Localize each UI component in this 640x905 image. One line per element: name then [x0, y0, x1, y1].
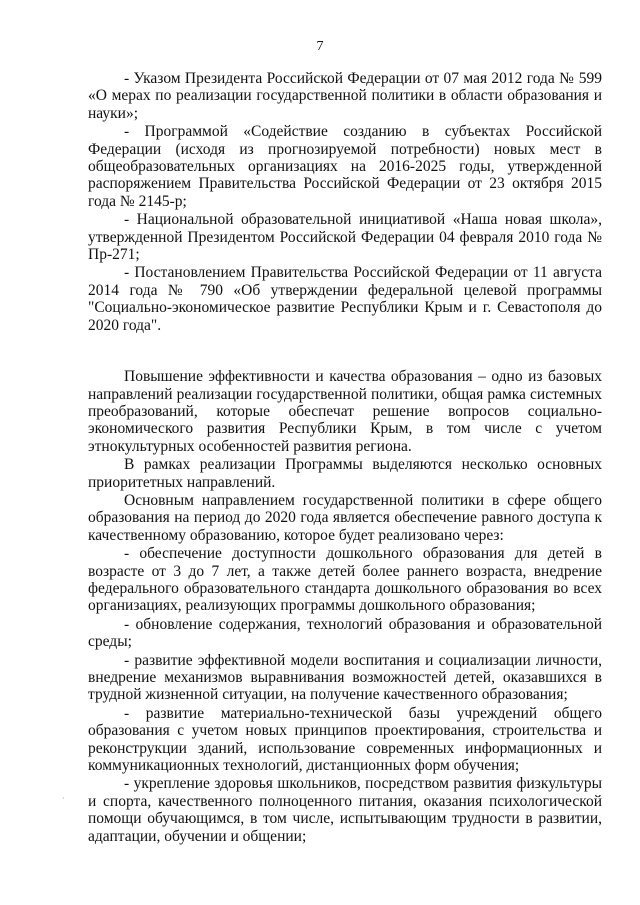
body-paragraph-efficiency: Повышение эффективности и качества образования – одно из базовых направлений реализации государственной политики, общая рамка системных преобразований, которые обеспечат решение вопросов социально-экономического развития Республики Крым, в том числе с учетом этнокультурных особенностей развития региона.: [88, 368, 602, 455]
document-body: [88, 70, 602, 846]
body-paragraph-priorities: В рамках реализации Программы выделяются несколько основных приоритетных направлений.: [88, 456, 602, 491]
direction-item-content-update: - обновление содержания, технологий образования и образовательной среды;: [88, 615, 602, 651]
legal-basis-item-presidential-decree: - Указом Президента Российской Федерации от 07 мая 2012 года № 599 «О мерах по реализации государственной политики в области образования и науки»;: [88, 70, 602, 122]
legal-basis-item-government-resolution: - Постановлением Правительства Российской Федерации от 11 августа 2014 года № 790 «Об утверждении федеральной целевой программы "Социально-экономическое развитие Республики Крым и г. Севастополя до 2020 года".: [88, 264, 602, 334]
legal-basis-item-national-initiative: - Национальной образовательной инициативой «Наша новая школа», утвержденной Президентом Российской Федерации 04 февраля 2010 года № Пр-271;: [88, 211, 602, 264]
legal-basis-list: [88, 70, 602, 334]
direction-item-upbringing: - развитие эффективной модели воспитания и социализации личности, внедрение механизмов выравнивания возможностей детей, оказавшихся в трудной жизненной ситуации, на получение качественного образования;: [88, 651, 602, 704]
legal-basis-item-program: - Программой «Содействие созданию в субъектах Российской Федерации (исходя из прогнозируемой потребности) новых мест в общеобразовательных организациях на 2016-2025 годы, утвержденной распоряжением Правительства Российской Федерации от 23 октября 2015 года № 2145-р;: [88, 123, 602, 210]
margin-mark: ·: [62, 794, 65, 803]
priorities-section: [88, 368, 602, 544]
direction-item-preschool: - обеспечение доступности дошкольного образования для детей в возрасте от 3 до 7 лет, а также детей более раннего возраста, внедрение федерального образовательного стандарта дошкольного образования во всех организациях, реализующих программы дошкольного образования;: [88, 545, 602, 615]
page-number: 7: [316, 39, 324, 54]
direction-item-health: - укрепление здоровья школьников, посредством развития физкультуры и спорта, качественного полноценного питания, оказания психологической помощи обучающимся, в том числе, испытывающим трудности в развитии, адаптации, обучении и общении;: [88, 775, 602, 845]
section-gap: [88, 335, 602, 368]
direction-list: [88, 545, 602, 845]
body-paragraph-main-direction: Основным направлением государственной политики в сфере общего образования на период до 2020 года является обеспечение равного доступа к качественному образованию, которое будет реализовано через:: [88, 491, 602, 544]
direction-item-material-base: - развитие материально-технической базы учреждений общего образования с учетом новых принципов проектирования, строительства и реконструкции зданий, использование современных информационных и коммуникационных технологий, дистанционных форм обучения;: [88, 704, 602, 775]
